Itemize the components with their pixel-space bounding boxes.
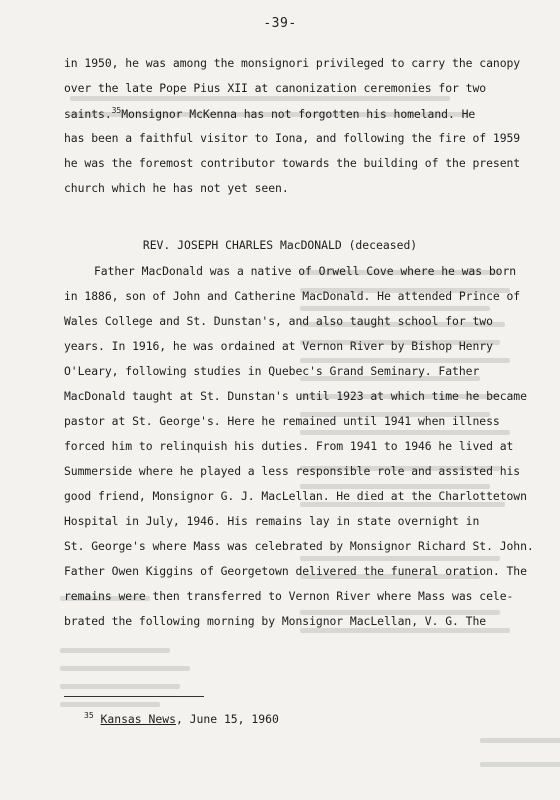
text-line: in 1950, he was among the monsignori privileged to carry the canopy <box>64 56 521 70</box>
footnote-number: 35 <box>84 711 94 720</box>
text-line: pastor at St. George's. Here he remained until 1941 when illness <box>64 414 500 428</box>
text-fragment: Monsignor McKenna has not forgotten his homeland. He <box>121 106 476 121</box>
text-line: Father Owen Kiggins of Georgetown delivered the funeral oration. The <box>64 564 527 578</box>
text-fragment: saints. <box>64 106 112 121</box>
text-line: over the late Pope Pius XII at canonization ceremonies for two <box>64 81 487 95</box>
text-line: years. In 1916, he was ordained at Vernon River by Bishop Henry <box>64 339 493 353</box>
text-line: he was the foremost contributor towards the building of the present <box>64 156 521 170</box>
text-line-with-ref <box>64 106 475 122</box>
text-line: forced him to relinquish his duties. From 1941 to 1946 he lived at <box>64 439 514 453</box>
footnote-divider <box>64 696 204 697</box>
text-line: Wales College and St. Dunstan's, and also taught school for two <box>64 314 493 328</box>
footnote-publication: Kansas News <box>100 711 176 726</box>
text-line: Father MacDonald was a native of Orwell Cove where he was born <box>94 264 517 278</box>
footnote-date: , June 15, 1960 <box>175 711 279 726</box>
text-line: remains were then transferred to Vernon River where Mass was cele- <box>64 589 514 603</box>
footnote-ref: 35 <box>111 106 122 115</box>
section-heading: REV. JOSEPH CHARLES MacDONALD (deceased) <box>142 238 418 252</box>
text-line: church which he has not yet seen. <box>64 181 289 195</box>
text-line: MacDonald taught at St. Dunstan's until 1923 at which time he became <box>64 389 527 403</box>
text-line: good friend, Monsignor G. J. MacLellan. He died at the Charlottetown <box>64 489 527 503</box>
text-line: has been a faithful visitor to Iona, and following the fire of 1959 <box>64 131 521 145</box>
text-line: St. George's where Mass was celebrated by Monsignor Richard St. John. <box>64 539 534 553</box>
text-line: Hospital in July, 1946. His remains lay in state overnight in <box>64 514 480 528</box>
page-number: -39- <box>263 16 297 31</box>
text-line: in 1886, son of John and Catherine MacDonald. He attended Prince of <box>64 289 521 303</box>
text-line: brated the following morning by Monsignor MacLellan, V. G. The <box>64 614 487 628</box>
text-line: O'Leary, following studies in Quebec's Grand Seminary. Father <box>64 364 480 378</box>
footnote <box>84 711 279 726</box>
text-line: Summerside where he played a less responsible role and assisted his <box>64 464 521 478</box>
